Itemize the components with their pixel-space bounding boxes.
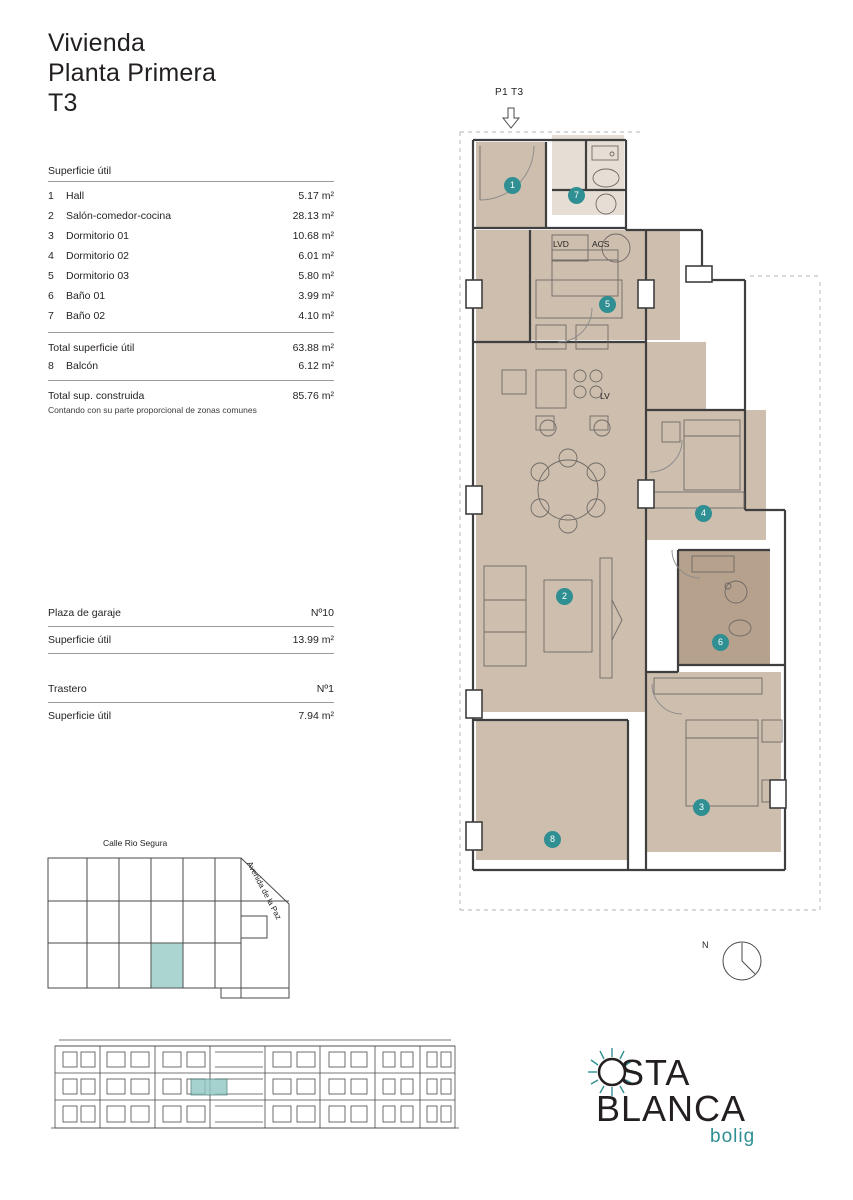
table-row bbox=[48, 306, 334, 326]
logo-line-3: bolig bbox=[710, 1126, 756, 1147]
table-row bbox=[48, 266, 334, 286]
storage-label: Trastero bbox=[48, 683, 87, 695]
site-plan bbox=[45, 838, 345, 1013]
room-area: 5.80 m² bbox=[298, 270, 334, 282]
room-marker-2[interactable]: 2 bbox=[556, 588, 573, 605]
room-name: Dormitorio 02 bbox=[66, 250, 130, 262]
room-marker-4[interactable]: 4 bbox=[695, 505, 712, 522]
room-name: Dormitorio 03 bbox=[66, 270, 130, 282]
room-name: Baño 01 bbox=[66, 290, 106, 302]
room-number: 6 bbox=[48, 290, 54, 302]
garage-area-label: Superficie útil bbox=[48, 634, 112, 646]
appliance-label-lv: LV bbox=[600, 391, 610, 401]
balcony-row bbox=[48, 354, 334, 374]
room-name: Salón-comedor-cocina bbox=[66, 210, 172, 222]
north-arrow-icon bbox=[716, 935, 776, 995]
room-marker-7[interactable]: 7 bbox=[568, 187, 585, 204]
total-built-row bbox=[48, 380, 334, 402]
storage-area-row bbox=[48, 703, 334, 729]
room-name: Hall bbox=[66, 190, 85, 202]
table-row bbox=[48, 246, 334, 266]
table-row bbox=[48, 226, 334, 246]
room-marker-5[interactable]: 5 bbox=[599, 296, 616, 313]
garage-area-row bbox=[48, 627, 334, 654]
garage-label: Plaza de garaje bbox=[48, 607, 121, 619]
total-utile-value: 63.88 m² bbox=[292, 342, 334, 354]
balcony-area: 6.12 m² bbox=[298, 360, 334, 372]
north-label: N bbox=[702, 940, 709, 950]
room-area: 6.01 m² bbox=[298, 250, 334, 262]
total-built-value: 85.76 m² bbox=[292, 390, 334, 402]
room-area: 4.10 m² bbox=[298, 310, 334, 322]
room-number: 2 bbox=[48, 210, 54, 222]
entry-label: P1 T3 bbox=[495, 87, 524, 98]
site-street-side-label: Avenida de la Paz bbox=[245, 860, 284, 922]
room-number: 3 bbox=[48, 230, 54, 242]
storage-area-value: 7.94 m² bbox=[298, 710, 334, 722]
total-built-label: Total sup. construida bbox=[48, 390, 145, 402]
site-unit-highlight bbox=[151, 943, 183, 988]
extras-block bbox=[48, 600, 334, 729]
room-number: 1 bbox=[48, 190, 54, 202]
title-line-3: T3 bbox=[48, 89, 78, 117]
garage-area-value: 13.99 m² bbox=[292, 634, 334, 646]
room-area: 28.13 m² bbox=[292, 210, 334, 222]
floor-plan bbox=[440, 80, 840, 980]
total-utile-row bbox=[48, 332, 334, 354]
storage-area-label: Superficie útil bbox=[48, 710, 112, 722]
site-plan-drawing bbox=[45, 838, 345, 1013]
appliance-label-lvd: LVD bbox=[553, 239, 569, 249]
storage-row bbox=[48, 676, 334, 703]
garage-value: Nº10 bbox=[310, 607, 334, 619]
room-name: Dormitorio 01 bbox=[66, 230, 130, 242]
room-area: 5.17 m² bbox=[298, 190, 334, 202]
room-marker-1[interactable]: 1 bbox=[504, 177, 521, 194]
room-number: 4 bbox=[48, 250, 54, 262]
storage-value: Nº1 bbox=[316, 683, 334, 695]
title-line-1: Vivienda bbox=[48, 29, 146, 57]
room-area: 10.68 m² bbox=[292, 230, 334, 242]
logo-line-1: STA bbox=[620, 1052, 691, 1093]
floor-plan-drawing bbox=[440, 80, 840, 980]
brand-logo bbox=[590, 1030, 810, 1150]
schedule-note: Contando con su parte proporcional de zonas comunes bbox=[48, 405, 257, 415]
balcony-label: Balcón bbox=[66, 360, 99, 372]
garage-row bbox=[48, 600, 334, 627]
site-street-top-label: Calle Rio Segura bbox=[103, 838, 168, 848]
title-line-2: Planta Primera bbox=[48, 59, 217, 87]
surface-schedule bbox=[48, 165, 334, 415]
table-row bbox=[48, 206, 334, 226]
total-utile-label: Total superficie útil bbox=[48, 342, 135, 354]
room-marker-8[interactable]: 8 bbox=[544, 831, 561, 848]
schedule-heading: Superficie útil bbox=[48, 165, 334, 182]
table-row bbox=[48, 286, 334, 306]
elevation-unit-highlight bbox=[191, 1079, 227, 1095]
room-number: 5 bbox=[48, 270, 54, 282]
room-table bbox=[48, 186, 334, 326]
building-elevation bbox=[45, 1028, 465, 1148]
elevation-drawing bbox=[45, 1028, 465, 1148]
room-name: Baño 02 bbox=[66, 310, 106, 322]
page-title bbox=[48, 28, 408, 118]
room-number: 7 bbox=[48, 310, 54, 322]
balcony-number: 8 bbox=[48, 360, 54, 372]
room-marker-6[interactable]: 6 bbox=[712, 634, 729, 651]
room-marker-3[interactable]: 3 bbox=[693, 799, 710, 816]
table-row bbox=[48, 186, 334, 206]
logo-line-2: BLANCA bbox=[596, 1088, 747, 1129]
room-area: 3.99 m² bbox=[298, 290, 334, 302]
appliance-label-acs: ACS bbox=[592, 239, 610, 249]
entry-arrow bbox=[503, 108, 519, 128]
